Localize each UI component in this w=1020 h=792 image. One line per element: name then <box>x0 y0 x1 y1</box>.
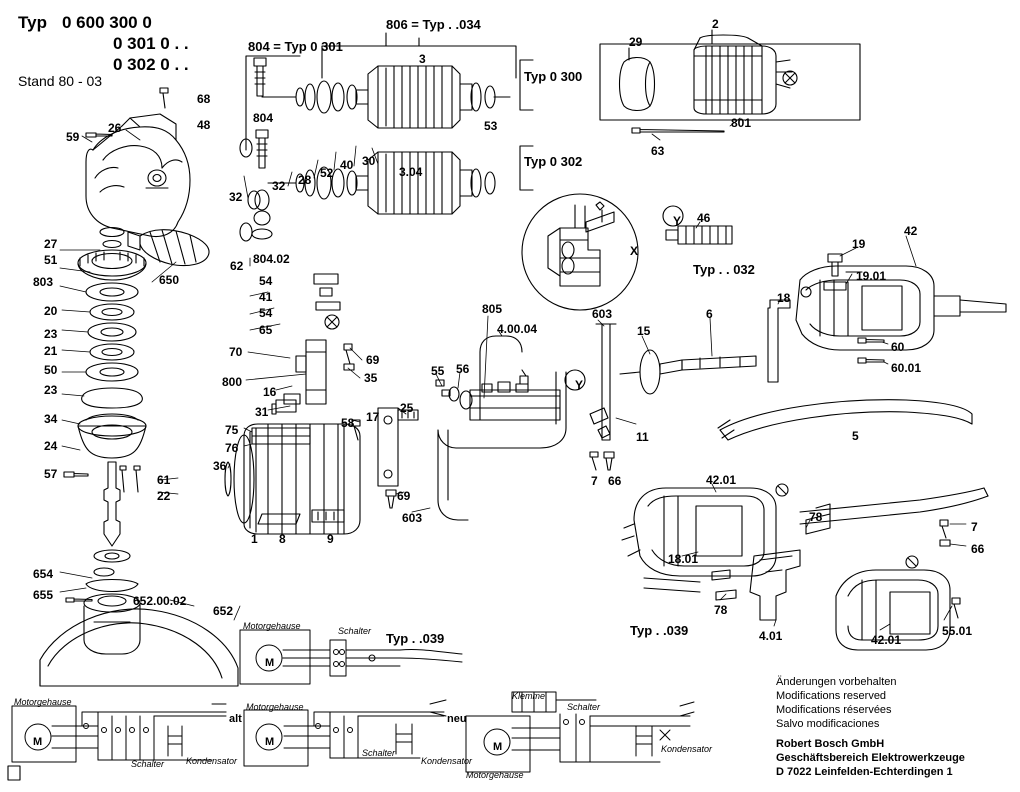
schematic-label: Kondensator <box>421 756 473 766</box>
part-number-label: 53 <box>484 119 498 133</box>
wiring-schematics <box>12 630 694 772</box>
part-number-label: 15 <box>637 324 651 338</box>
part-number-label: 36 <box>213 459 227 473</box>
part-number-label: 19.01 <box>856 269 887 283</box>
footer-note-1: Modifications reserved <box>776 690 887 702</box>
part-number-label: 804 <box>253 111 274 125</box>
part-number-label: 61 <box>157 473 171 487</box>
part-number-label: Y <box>575 378 584 392</box>
part-number-label: 65 <box>259 323 273 337</box>
part-number-label: 23 <box>44 383 58 397</box>
stator-field-coil <box>620 35 798 133</box>
part-number-label: 803 <box>33 275 54 289</box>
part-number-label: 20 <box>44 304 58 318</box>
part-number-label: 11 <box>636 430 649 444</box>
part-number-label: 3 <box>419 52 426 66</box>
company-division: Geschäftsbereich Elektrowerkzeuge <box>776 752 965 764</box>
header-number-1: 0 301 0 . . <box>113 34 189 53</box>
footer-note-0: Änderungen vorbehalten <box>776 676 897 688</box>
schematic-label: Kondensator <box>186 756 238 766</box>
part-number-label: 51 <box>44 253 58 267</box>
part-number-label: 655 <box>33 588 54 602</box>
part-number-label: 32 <box>229 190 243 204</box>
part-number-label: 42.01 <box>706 473 737 487</box>
schematic-label: neu <box>447 713 467 725</box>
part-number-label: 56 <box>456 362 470 376</box>
part-number-label: 17 <box>366 410 380 424</box>
part-number-label: Y <box>673 214 682 228</box>
part-number-label: 34 <box>44 412 58 426</box>
auxiliary-handle-46 <box>666 226 732 244</box>
part-number-label: 2 <box>712 17 719 31</box>
gear-head-housing <box>78 114 209 280</box>
part-number-label: 8 <box>279 532 286 546</box>
schematic-label: M <box>265 657 275 669</box>
part-number-label: 68 <box>197 92 211 106</box>
part-number-label: 52 <box>320 166 334 180</box>
part-number-label: 652.00.02 <box>133 594 187 608</box>
part-number-label: 46 <box>697 211 711 225</box>
part-number-label: 69 <box>366 353 380 367</box>
screw-804 <box>252 58 272 239</box>
part-number-label: 26 <box>108 121 122 135</box>
part-number-label: 60 <box>891 340 905 354</box>
company-name: Robert Bosch GmbH <box>776 738 885 750</box>
part-number-label: 3.04 <box>399 165 423 179</box>
type-callout: Typ 0 300 <box>524 69 583 84</box>
part-number-label: 60.01 <box>891 361 922 375</box>
header-number-0: 0 600 300 0 <box>62 13 152 32</box>
part-number-label: 48 <box>197 118 211 132</box>
schematic-label: Motorgehause <box>466 770 524 780</box>
company-address: D 7022 Leinfelden-Echterdingen 1 <box>776 766 953 778</box>
armature-assembly <box>240 66 510 241</box>
part-number-label: 78 <box>809 510 823 524</box>
part-number-label: 18.01 <box>668 552 699 566</box>
part-number-label: 4.01 <box>759 629 783 643</box>
schematic-label: Schalter <box>567 702 601 712</box>
schematic-label: Motorgehause <box>246 702 304 712</box>
type-callout: Typ . .039 <box>630 623 689 638</box>
part-number-label: 800 <box>222 375 243 389</box>
part-number-label: 50 <box>44 363 58 377</box>
part-number-label: 62 <box>230 259 244 273</box>
schematic-label: Motorgehause <box>14 697 72 707</box>
part-number-label: 31 <box>255 405 269 419</box>
part-number-label: 78 <box>714 603 728 617</box>
part-number-label: 16 <box>263 385 277 399</box>
part-number-label: 30 <box>362 154 376 168</box>
part-number-label: 29 <box>629 35 643 49</box>
footer-note-3: Salvo modificaciones <box>776 718 880 730</box>
motor-housing-1 <box>225 424 360 534</box>
part-number-label: 63 <box>651 144 665 158</box>
part-number-label: 27 <box>44 237 58 251</box>
part-number-label: 59 <box>66 130 80 144</box>
schematic-label: Klemme <box>512 691 546 701</box>
part-number-label: 55.01 <box>942 624 973 638</box>
footer-note-2: Modifications réservées <box>776 704 892 716</box>
schematic-label: M <box>493 741 503 753</box>
schematic-label: M <box>265 736 275 748</box>
part-number-label: 23 <box>44 327 58 341</box>
corner-mark <box>8 766 20 780</box>
part-number-label: 7 <box>971 520 978 534</box>
part-number-label: 75 <box>225 423 239 437</box>
part-number-label: 54 <box>259 274 273 288</box>
header-number-2: 0 302 0 . . <box>113 55 189 74</box>
part-number-label: 4.00.04 <box>497 322 538 336</box>
part-number-label: 28 <box>298 173 312 187</box>
type-callout: Typ . . 032 <box>693 262 755 277</box>
schematic-label: alt <box>229 713 242 725</box>
leader-lines <box>60 118 966 630</box>
part-number-label: 55 <box>431 364 445 378</box>
type-callout: Typ 0 302 <box>524 154 583 169</box>
part-number-label: 21 <box>44 344 58 358</box>
part-number-label: 40 <box>340 158 354 172</box>
part-number-label: 804.02 <box>253 252 290 266</box>
part-number-label: 25 <box>400 401 414 415</box>
part-number-label: 603 <box>402 511 423 525</box>
part-number-label: 6 <box>706 307 713 321</box>
spindle-washer-stack <box>78 228 146 592</box>
part-number-label: 42.01 <box>871 633 902 647</box>
part-number-label: 1 <box>251 532 258 546</box>
header-stand: Stand 80 - 03 <box>18 73 103 89</box>
part-number-label: 54 <box>259 306 273 320</box>
part-number-label: 801 <box>731 116 752 130</box>
part-number-label: 5 <box>852 429 859 443</box>
brush-holder-800 <box>272 274 418 508</box>
part-number-label: 76 <box>225 441 239 455</box>
part-number-label: 69 <box>397 489 411 503</box>
type-callout: Typ . .039 <box>386 631 445 646</box>
part-number-label: 7 <box>591 474 598 488</box>
part-number-label: 66 <box>971 542 985 556</box>
part-number-label: 24 <box>44 439 58 453</box>
part-number-label: 58 <box>341 416 355 430</box>
schematic-label: M <box>33 736 43 748</box>
type-callout: 806 = Typ . .034 <box>386 17 481 32</box>
part-number-label: 70 <box>229 345 243 359</box>
schematic-label: Schalter <box>131 759 165 769</box>
part-number-label: 42 <box>904 224 918 238</box>
part-number-label: 57 <box>44 467 58 481</box>
part-number-label: 22 <box>157 489 171 503</box>
type-callout: 804 = Typ 0 301 <box>248 39 343 54</box>
part-number-label: X <box>630 244 639 258</box>
part-number-label: 66 <box>608 474 622 488</box>
schematic-label: Motorgehause <box>243 621 301 631</box>
part-number-label: 41 <box>259 290 273 304</box>
part-number-label: 654 <box>33 567 54 581</box>
schematic-label: Schalter <box>362 748 396 758</box>
part-number-label: 19 <box>852 237 866 251</box>
part-number-label: 652 <box>213 604 234 618</box>
part-number-label: 32 <box>272 179 286 193</box>
schematic-label: Schalter <box>338 626 372 636</box>
part-number-label: 603 <box>592 307 613 321</box>
part-number-label: 35 <box>364 371 378 385</box>
header-typ-label: Typ <box>18 13 47 32</box>
schematic-label: Kondensator <box>661 744 713 754</box>
part-number-label: 18 <box>777 291 791 305</box>
part-number-label: 805 <box>482 302 503 316</box>
part-number-label: 650 <box>159 273 180 287</box>
part-number-label: 9 <box>327 532 334 546</box>
